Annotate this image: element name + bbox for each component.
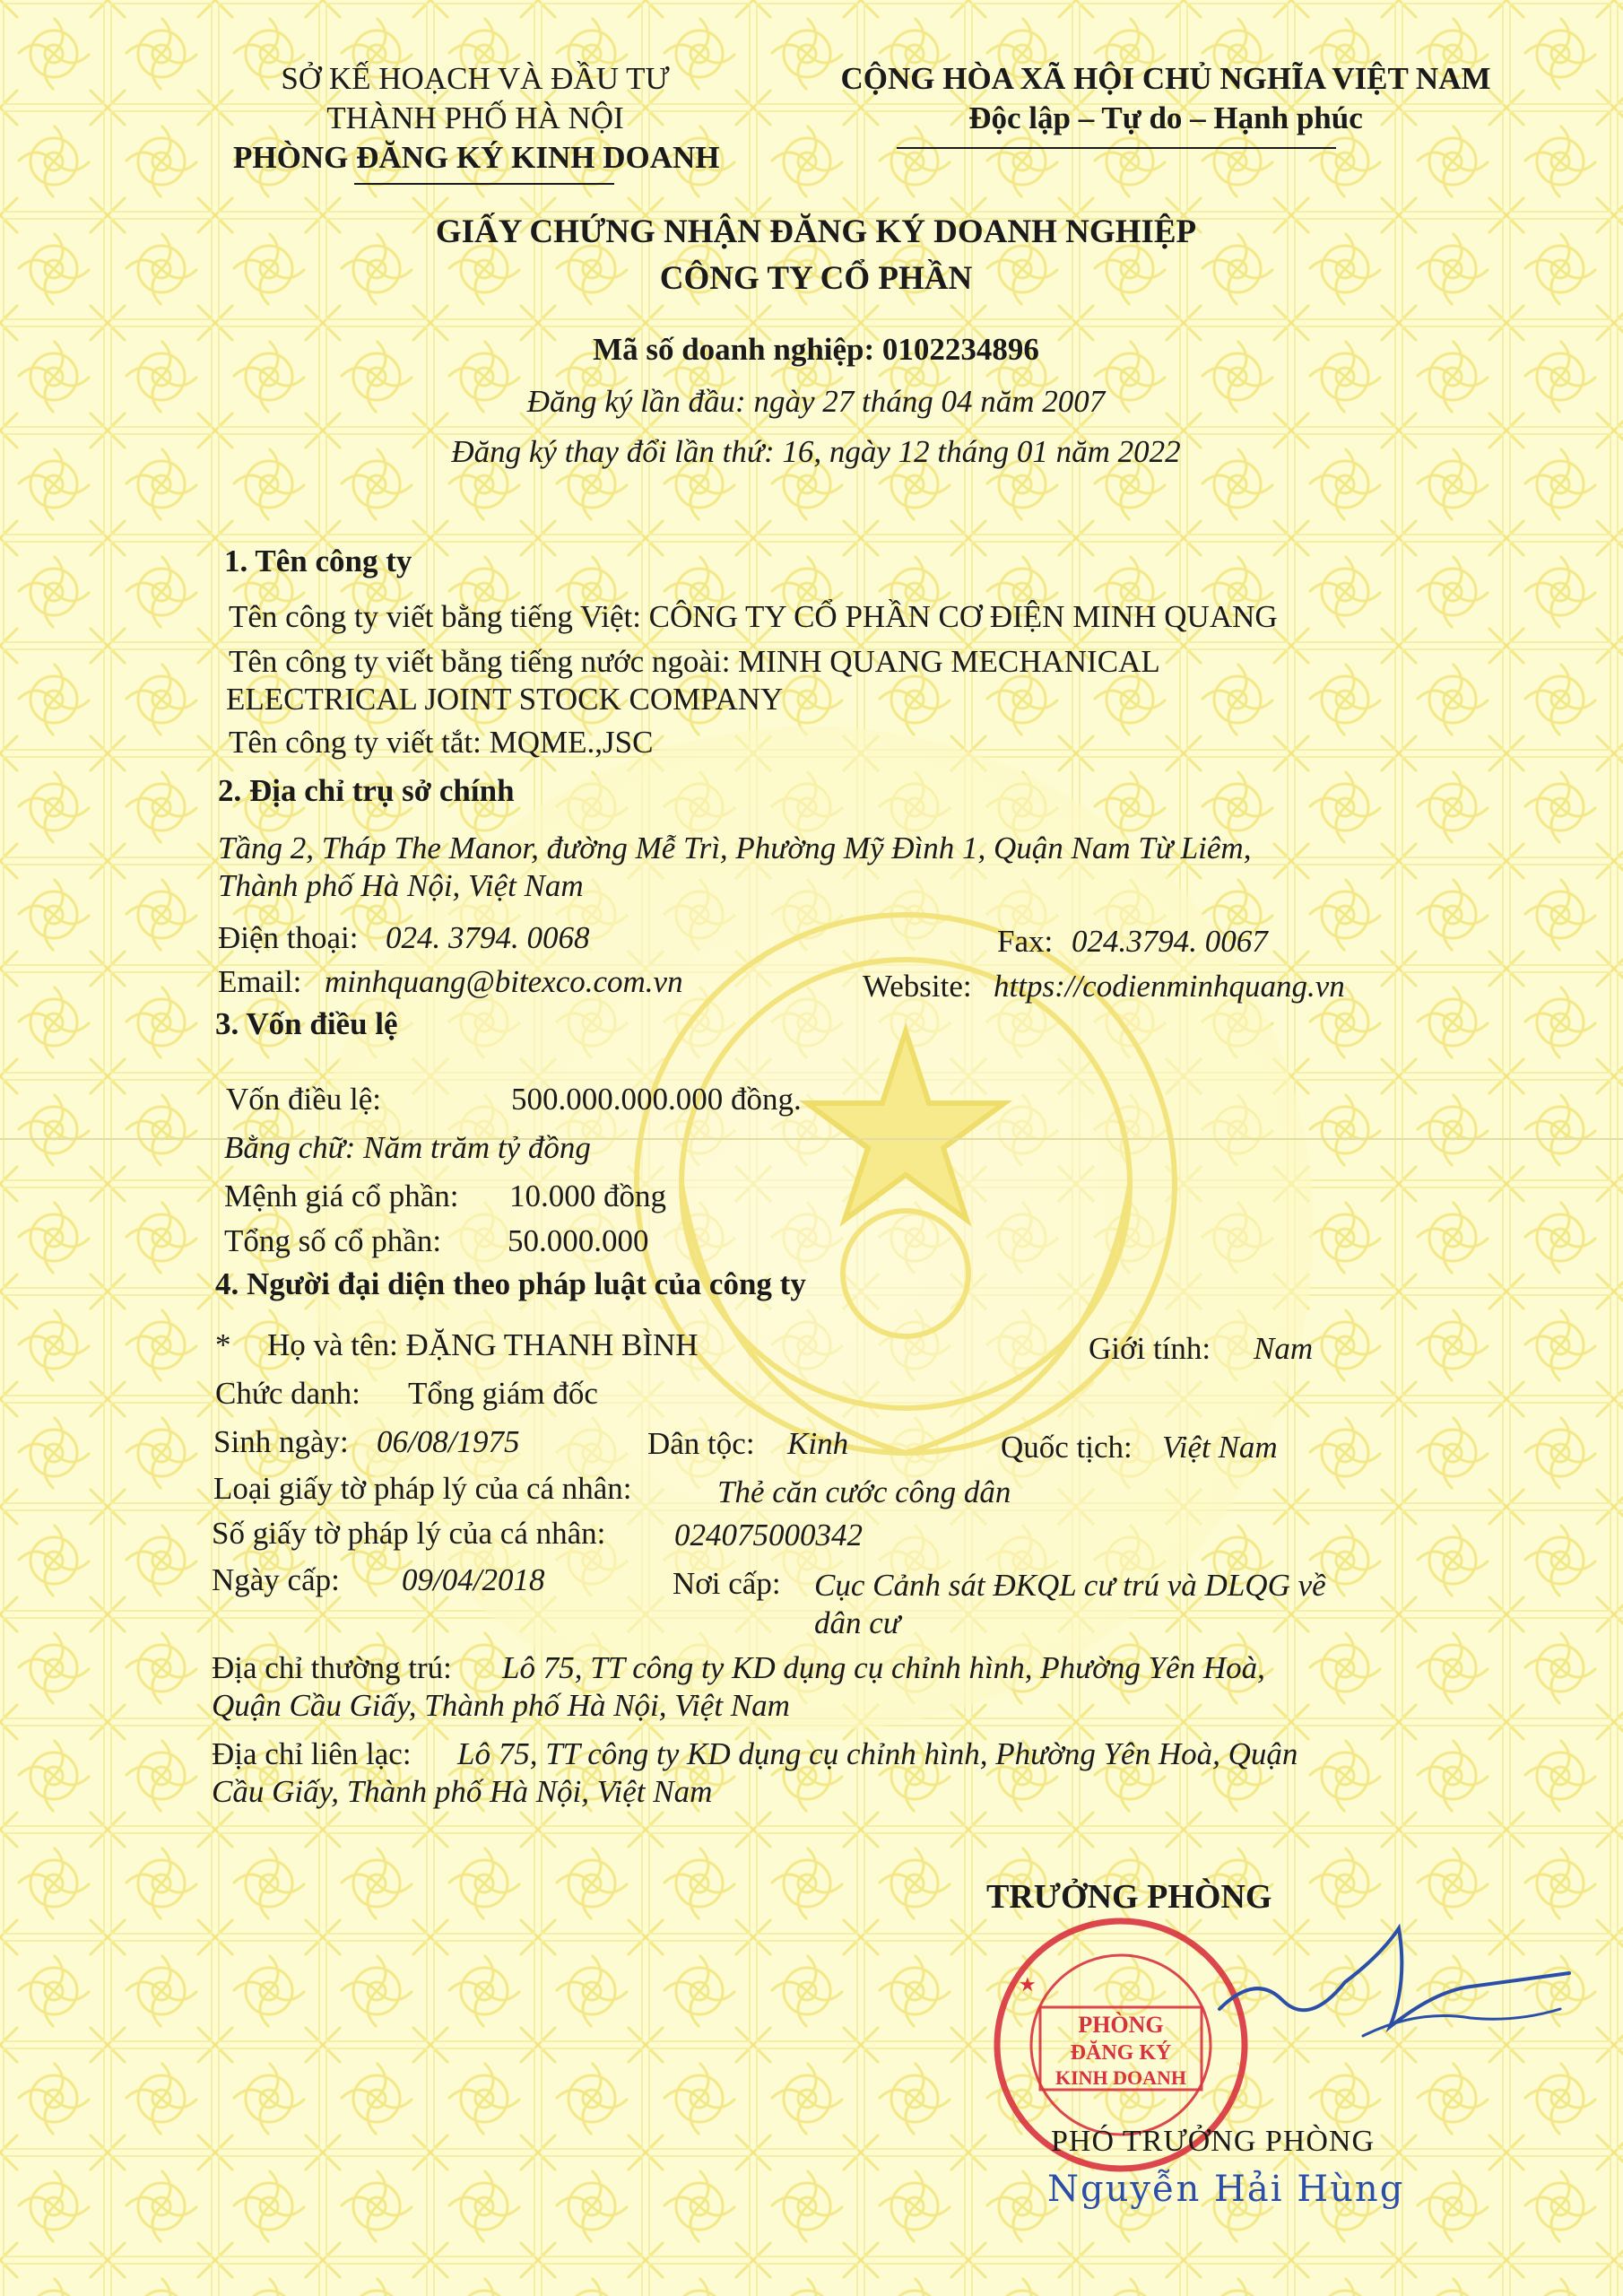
section-4-heading: 4. Người đại diện theo pháp luật của công ty <box>215 1266 806 1301</box>
id-type-value: Thẻ căn cước công dân <box>717 1474 1011 1509</box>
position-label: Chức danh: <box>215 1376 360 1411</box>
issue-date-value: 09/04/2018 <box>402 1562 545 1597</box>
permanent-address-line-2: Quận Cầu Giấy, Thành phố Hà Nội, Việt Nam <box>212 1688 790 1723</box>
website-label: Website: <box>863 969 972 1004</box>
nation-motto: Độc lập – Tự do – Hạnh phúc <box>968 100 1363 135</box>
par-value: 10.000 đồng <box>509 1178 666 1213</box>
certificate-title: GIẤY CHỨNG NHẬN ĐĂNG KÝ DOANH NGHIỆP <box>435 213 1197 250</box>
issue-place-line-1: Cục Cảnh sát ĐKQL cư trú và DLQG về <box>814 1568 1326 1603</box>
total-shares-value: 50.000.000 <box>508 1223 649 1258</box>
svg-text:★: ★ <box>1019 1973 1037 1996</box>
capital-in-words: Bằng chữ: Năm trăm tỷ đồng <box>224 1130 591 1165</box>
contact-address-label: Địa chỉ liên lạc: <box>212 1736 412 1771</box>
phone-label: Điện thoại: <box>218 920 359 955</box>
par-value-label: Mệnh giá cổ phần: <box>224 1178 459 1213</box>
head-office-address-line-1: Tầng 2, Tháp The Manor, đường Mễ Trì, Phường Mỹ Đình 1, Quận Nam Từ Liêm, <box>218 831 1252 865</box>
permanent-address-line-1: Lô 75, TT công ty KD dụng cụ chỉnh hình, Phường Yên Hoà, <box>502 1650 1265 1685</box>
website-value: https://codienminhquang.vn <box>994 969 1345 1004</box>
total-shares-label: Tổng số cổ phần: <box>224 1223 442 1258</box>
agency-line-3: PHÒNG ĐĂNG KÝ KINH DOANH <box>233 140 720 175</box>
enterprise-code: Mã số doanh nghiệp: 0102234896 <box>593 332 1039 367</box>
handwritten-signature <box>1202 1901 1578 2063</box>
deputy-head-title: PHÓ TRƯỞNG PHÒNG <box>1051 2125 1376 2158</box>
id-number-value: 024075000342 <box>674 1518 863 1552</box>
id-type-label: Loại giấy tờ pháp lý của cá nhân: <box>213 1471 632 1506</box>
agency-underline <box>354 183 614 185</box>
section-3-heading: 3. Vốn điều lệ <box>215 1006 398 1041</box>
head-office-address-line-2: Thành phố Hà Nội, Việt Nam <box>218 868 584 903</box>
certificate-subtitle: CÔNG TY CỔ PHẦN <box>659 260 973 297</box>
company-foreign-name-line-1: Tên công ty viết bằng tiếng nước ngoài: MINH QUANG MECHANICAL <box>229 644 1160 679</box>
company-foreign-name-line-2: ELECTRICAL JOINT STOCK COMPANY <box>226 682 784 717</box>
gender-value: Nam <box>1254 1331 1314 1366</box>
issue-date-label: Ngày cấp: <box>212 1562 340 1597</box>
section-2-heading: 2. Địa chỉ trụ sở chính <box>218 773 515 808</box>
permanent-address-label: Địa chỉ thường trú: <box>212 1650 452 1685</box>
nationality-label: Quốc tịch: <box>1001 1430 1133 1465</box>
email-label: Email: <box>218 964 302 999</box>
signer-name: Nguyễn Hải Hùng <box>1047 2169 1405 2210</box>
fax-value: 024.3794. 0067 <box>1072 924 1268 959</box>
agency-line-1: SỞ KẾ HOẠCH VÀ ĐẦU TƯ <box>281 61 670 96</box>
fax-label: Fax: <box>997 924 1054 959</box>
capital-label: Vốn điều lệ: <box>226 1082 382 1117</box>
first-registration-date: Đăng ký lần đầu: ngày 27 tháng 04 năm 2007 <box>526 384 1106 419</box>
nationality-value: Việt Nam <box>1162 1430 1278 1465</box>
dob-value: 06/08/1975 <box>377 1424 520 1459</box>
head-of-office-title: TRƯỞNG PHÒNG <box>986 1878 1272 1916</box>
id-number-label: Số giấy tờ pháp lý của cá nhân: <box>212 1516 606 1551</box>
section-1-heading: 1. Tên công ty <box>224 544 412 578</box>
nation-title: CỘNG HÒA XÃ HỘI CHỦ NGHĨA VIỆT NAM <box>840 61 1491 96</box>
contact-address-line-1: Lô 75, TT công ty KD dụng cụ chỉnh hình, Phường Yên Hoà, Quận <box>457 1736 1298 1771</box>
company-short-name: Tên công ty viết tắt: MQME.,JSC <box>229 725 654 760</box>
motto-underline <box>897 147 1336 149</box>
representative-name: Họ và tên: ĐẶNG THANH BÌNH <box>267 1327 699 1362</box>
ethnicity-label: Dân tộc: <box>647 1426 755 1461</box>
svg-text:KINH DOANH: KINH DOANH <box>1055 2066 1187 2089</box>
agency-line-2: THÀNH PHỐ HÀ NỘI <box>326 100 624 135</box>
capital-value: 500.000.000.000 đồng. <box>511 1082 802 1117</box>
position-value: Tổng giám đốc <box>408 1376 598 1411</box>
issue-place-line-2: dân cư <box>814 1605 900 1640</box>
phone-value: 024. 3794. 0068 <box>386 920 590 955</box>
dob-label: Sinh ngày: <box>213 1424 349 1459</box>
contact-address-line-2: Cầu Giấy, Thành phố Hà Nội, Việt Nam <box>212 1774 713 1809</box>
email-value: minhquang@bitexco.com.vn <box>325 964 683 999</box>
issue-place-label: Nơi cấp: <box>673 1566 781 1601</box>
svg-text:ĐĂNG KÝ: ĐĂNG KÝ <box>1070 2041 1172 2065</box>
representative-bullet: * <box>215 1327 231 1362</box>
change-registration-date: Đăng ký thay đổi lần thứ: 16, ngày 12 tháng 01 năm 2022 <box>451 434 1181 469</box>
svg-text:PHÒNG: PHÒNG <box>1078 2012 1164 2038</box>
company-vn-name: Tên công ty viết bằng tiếng Việt: CÔNG TY CỔ PHẦN CƠ ĐIỆN MINH QUANG <box>229 599 1278 634</box>
gender-label: Giới tính: <box>1089 1331 1211 1366</box>
ethnicity-value: Kinh <box>787 1426 849 1461</box>
